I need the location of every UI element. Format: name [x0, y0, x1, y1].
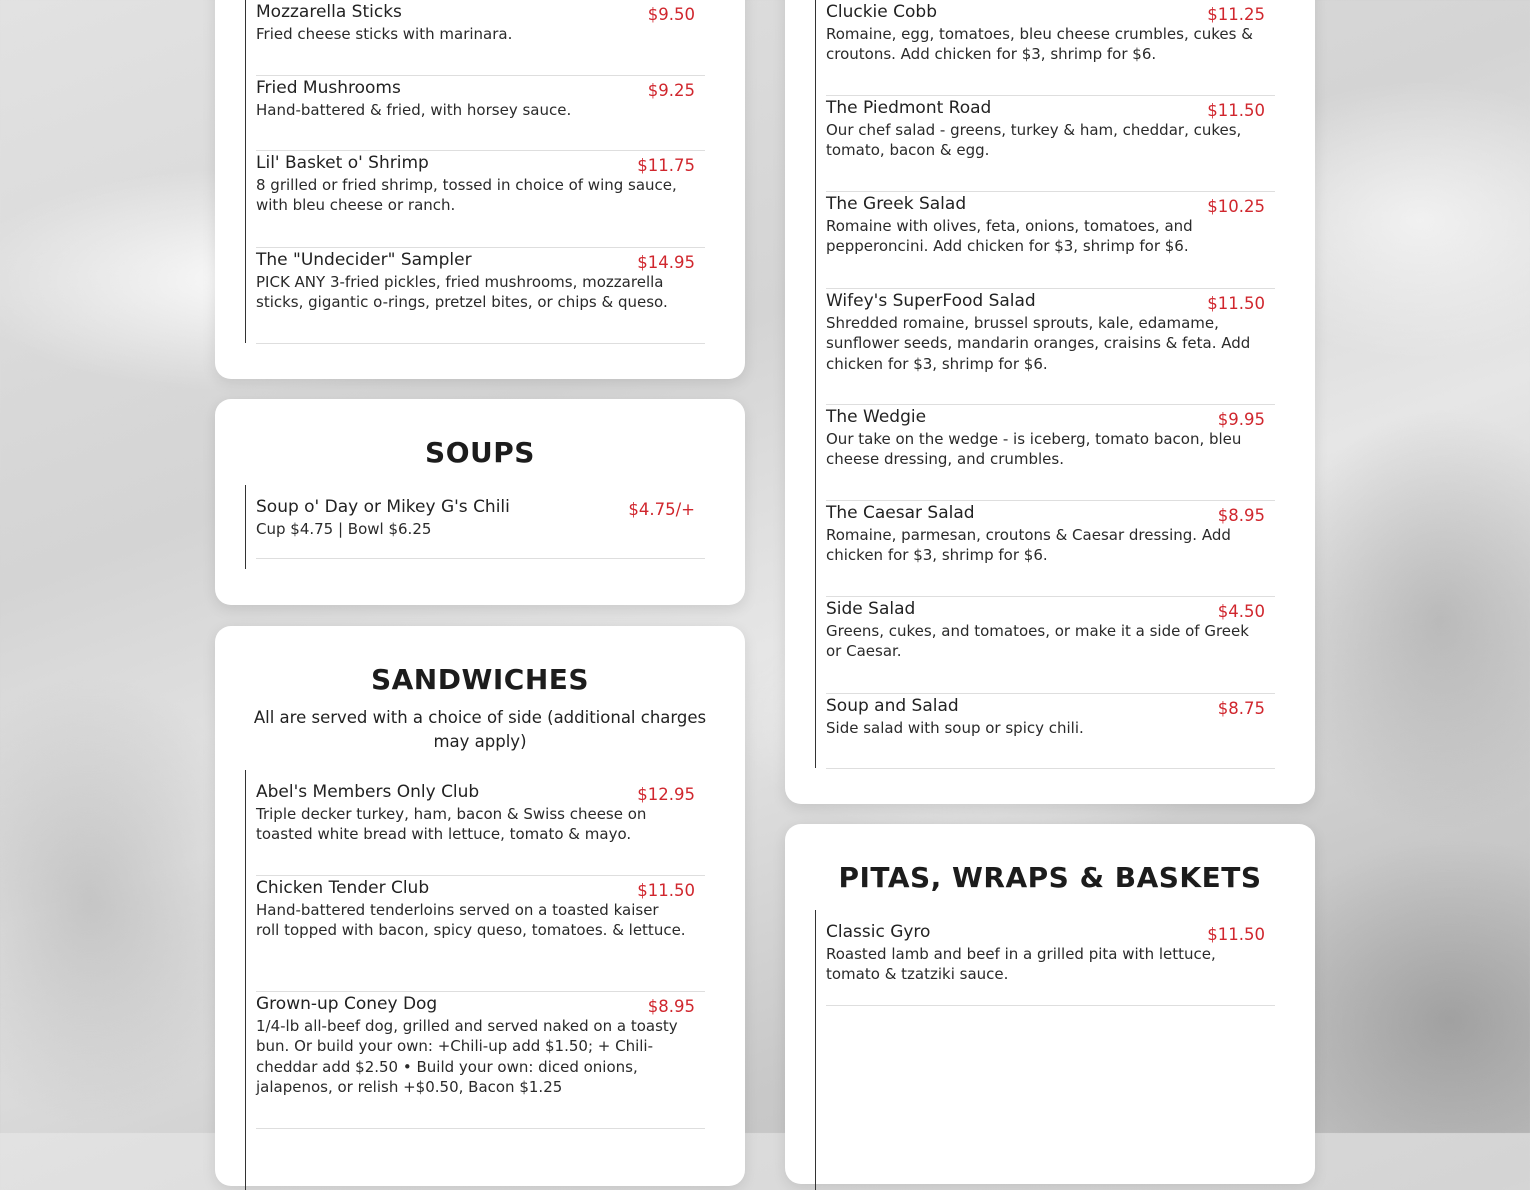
item-name: Wifey's SuperFood Salad: [826, 291, 1036, 311]
item-price: $8.95: [647, 997, 695, 1016]
item-description: Greens, cukes, and tomatoes, or make it a side of Greek or Caesar.: [826, 622, 1249, 661]
menu-item[interactable]: [256, 876, 705, 992]
item-description: Romaine, egg, tomatoes, bleu cheese crumbles, cukes & croutons. Add chicken for $3, shrimp for $6.: [826, 25, 1253, 64]
item-price: $9.25: [647, 81, 695, 100]
sandwiches-section-title: SANDWICHES: [370, 663, 590, 696]
soups-card: [215, 399, 745, 605]
item-name: The Piedmont Road: [826, 98, 992, 118]
item-name: Classic Gyro: [826, 922, 931, 942]
item-price: $4.50: [1217, 602, 1265, 621]
item-description: Cup $4.75 | Bowl $6.25: [256, 520, 432, 538]
item-name: The Wedgie: [826, 407, 927, 427]
menu-item[interactable]: [826, 501, 1275, 597]
menu-item[interactable]: [826, 0, 1275, 96]
item-description: Romaine with olives, feta, onions, tomatoes, and pepperoncini. Add chicken for $3, shrimp for $6.: [826, 217, 1193, 256]
menu-item[interactable]: [826, 694, 1275, 769]
appetizers-card: [215, 0, 745, 379]
item-name: Cluckie Cobb: [826, 2, 937, 22]
item-name: Chicken Tender Club: [256, 878, 430, 898]
item-price: $11.50: [1207, 294, 1265, 313]
sandwiches-section-subtitle: All are served with a choice of side (additional charges may apply): [253, 708, 707, 751]
menu-item[interactable]: [826, 920, 1275, 1006]
item-name: The Caesar Salad: [826, 503, 975, 523]
item-description: PICK ANY 3-fried pickles, fried mushrooms, mozzarella sticks, gigantic o-rings, pretzel bites, or chips & queso.: [256, 273, 668, 312]
item-name: Grown-up Coney Dog: [256, 994, 438, 1014]
item-description: Roasted lamb and beef in a grilled pita with lettuce, tomato & tzatziki sauce.: [826, 945, 1216, 984]
menu-item[interactable]: [256, 248, 705, 344]
item-price: $11.25: [1207, 5, 1265, 24]
item-name: The "Undecider" Sampler: [256, 250, 472, 270]
item-name: Abel's Members Only Club: [256, 782, 480, 802]
soups-item-list: [245, 485, 705, 569]
item-price: $4.75/+: [628, 500, 695, 519]
menu-item[interactable]: [826, 289, 1275, 405]
item-description: Side salad with soup or spicy chili.: [826, 719, 1084, 737]
item-price: $8.75: [1217, 699, 1265, 718]
pitas-card: [785, 824, 1315, 1184]
pitas-item-list: [815, 910, 1275, 1190]
menu-item[interactable]: [826, 405, 1275, 501]
item-description: Hand-battered & fried, with horsey sauce.: [256, 101, 572, 119]
item-name: Soup o' Day or Mikey G's Chili: [256, 497, 510, 517]
item-description: Shredded romaine, brussel sprouts, kale, edamame, sunflower seeds, mandarin oranges, craisins & feta. Add chicken for $3, shrimp for $6.: [826, 314, 1251, 373]
menu-item[interactable]: [256, 151, 705, 248]
salads-item-list: [815, 0, 1275, 768]
sandwiches-card: [215, 626, 745, 1186]
item-price: $11.50: [1207, 101, 1265, 120]
item-name: Soup and Salad: [826, 696, 959, 716]
menu-item[interactable]: [256, 992, 705, 1129]
soups-section-title: SOUPS: [425, 436, 535, 469]
pitas-section-title: PITAS, WRAPS & BASKETS: [838, 861, 1262, 894]
appetizers-item-list: [245, 0, 705, 343]
menu-item[interactable]: [256, 780, 705, 876]
menu-item[interactable]: [256, 0, 705, 76]
item-price: $9.50: [647, 5, 695, 24]
item-description: 1/4-lb all-beef dog, grilled and served naked on a toasty bun. Or build your own: +Chili-up add $1.50; + Chili-cheddar add $2.50 • Build your own: diced onions, jalapenos, or relish +$0.50, Bacon $1.25: [256, 1017, 678, 1096]
item-price: $11.75: [637, 156, 695, 175]
salads-card: [785, 0, 1315, 804]
menu-item[interactable]: [256, 76, 705, 151]
item-name: Lil' Basket o' Shrimp: [256, 153, 429, 173]
item-name: Side Salad: [826, 599, 916, 619]
item-price: $8.95: [1217, 506, 1265, 525]
item-description: Our chef salad - greens, turkey & ham, cheddar, cukes, tomato, bacon & egg.: [826, 121, 1242, 160]
menu-item[interactable]: [256, 495, 705, 559]
item-price: $11.50: [1207, 925, 1265, 944]
item-price: $12.95: [637, 785, 695, 804]
item-price: $14.95: [637, 253, 695, 272]
item-price: $10.25: [1207, 197, 1265, 216]
item-description: Our take on the wedge - is iceberg, tomato bacon, bleu cheese dressing, and crumbles.: [826, 430, 1242, 469]
item-description: 8 grilled or fried shrimp, tossed in choice of wing sauce, with bleu cheese or ranch.: [256, 176, 677, 215]
menu-item[interactable]: [826, 96, 1275, 192]
menu-item[interactable]: [826, 597, 1275, 694]
item-name: Mozzarella Sticks: [256, 2, 402, 22]
menu-item[interactable]: [826, 192, 1275, 289]
item-description: Fried cheese sticks with marinara.: [256, 25, 513, 43]
item-price: $9.95: [1217, 410, 1265, 429]
item-description: Romaine, parmesan, croutons & Caesar dressing. Add chicken for $3, shrimp for $6.: [826, 526, 1231, 565]
item-name: Fried Mushrooms: [256, 78, 401, 98]
sandwiches-item-list: [245, 770, 705, 1190]
item-price: $11.50: [637, 881, 695, 900]
item-description: Hand-battered tenderloins served on a toasted kaiser roll topped with bacon, spicy queso, tomatoes. & lettuce.: [256, 901, 686, 940]
item-name: The Greek Salad: [826, 194, 967, 214]
item-description: Triple decker turkey, ham, bacon & Swiss cheese on toasted white bread with lettuce, tomato & mayo.: [256, 805, 647, 844]
